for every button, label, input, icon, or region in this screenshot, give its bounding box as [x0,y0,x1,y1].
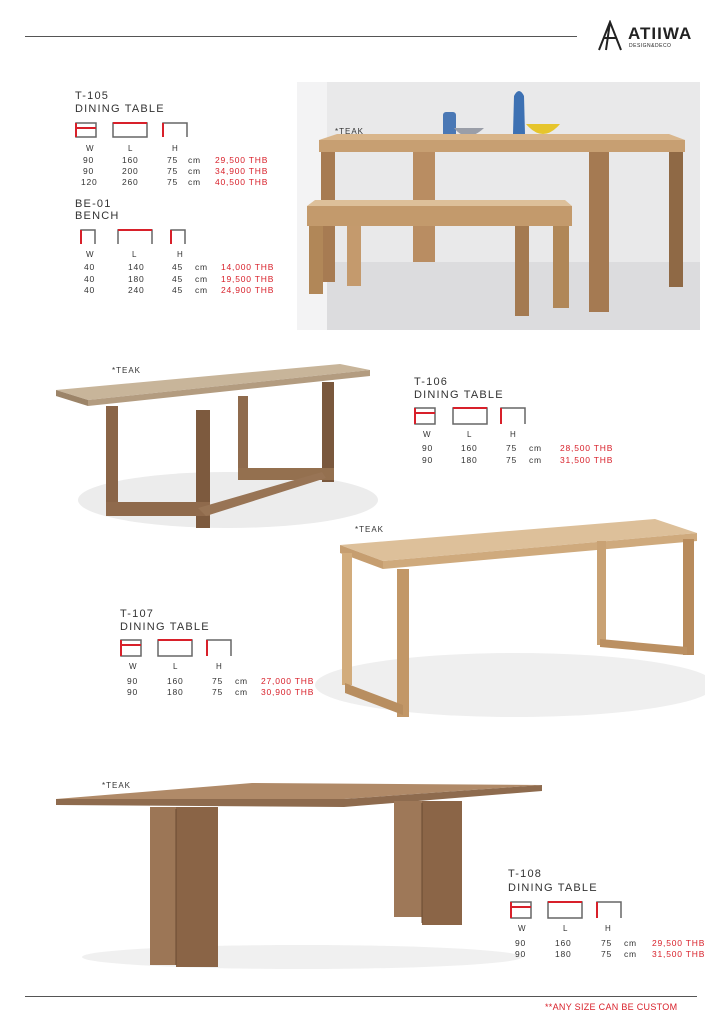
width-value: 90 [127,676,139,686]
width-icon [75,122,97,138]
length-value: 240 [128,285,145,295]
header-l: L [128,144,133,153]
product-code-be01: BE-01 [75,198,112,210]
brand-logo-icon [596,20,624,52]
height-icon [206,639,232,657]
price: 29,500 THB [652,938,706,948]
price: 28,500 THB [560,443,614,453]
height-value: 75 [167,177,179,187]
width-icon [510,901,532,919]
product-name-t105: DINING TABLE [75,103,165,115]
header-l: L [467,430,472,439]
height-value: 75 [601,949,613,959]
header-h: H [172,144,178,153]
material-label: *TEAK [102,781,132,790]
product-code-t106: T-106 [414,376,449,388]
t106-illustration [48,360,378,535]
product-photo-t108 [52,775,547,975]
unit-label: cm [624,949,637,959]
unit-label: cm [235,687,248,697]
length-value: 180 [555,949,572,959]
unit-label: cm [188,177,201,187]
length-value: 200 [122,166,139,176]
height-value: 75 [601,938,613,948]
length-value: 160 [461,443,478,453]
header-h: H [177,250,183,259]
unit-label: cm [529,455,542,465]
product-name-t107: DINING TABLE [120,621,210,633]
length-icon [547,901,583,919]
product-name-t106: DINING TABLE [414,389,504,401]
unit-label: cm [195,285,208,295]
material-label: *TEAK [355,525,385,534]
width-icon [120,639,142,657]
footer-rule [25,996,697,997]
product-name-be01: BENCH [75,210,120,222]
width-value: 90 [422,455,434,465]
unit-label: cm [624,938,637,948]
header-rule [25,36,577,37]
width-icon [80,229,96,245]
length-icon [112,122,148,138]
header-l: L [132,250,137,259]
height-value: 75 [167,155,179,165]
unit-label: cm [235,676,248,686]
unit-label: cm [188,166,201,176]
unit-label: cm [195,274,208,284]
unit-label: cm [195,262,208,272]
height-value: 75 [506,443,518,453]
height-icon [162,122,188,138]
height-value: 45 [172,274,184,284]
height-icon [596,901,622,919]
unit-label: cm [529,443,542,453]
width-icon [414,407,436,425]
price: 19,500 THB [221,274,275,284]
header-w: W [86,250,94,259]
width-value: 90 [83,166,95,176]
product-photo-t107 [285,515,705,725]
price: 30,900 THB [261,687,315,697]
height-value: 75 [167,166,179,176]
length-value: 260 [122,177,139,187]
product-code-t108: T-108 [508,868,543,880]
height-value: 75 [212,687,224,697]
width-value: 40 [84,285,96,295]
height-icon [170,229,186,245]
product-photo-t106 [48,360,378,535]
width-value: 90 [422,443,434,453]
length-value: 160 [555,938,572,948]
header-h: H [510,430,516,439]
length-value: 180 [461,455,478,465]
price: 14,000 THB [221,262,275,272]
length-value: 180 [128,274,145,284]
price: 34,900 THB [215,166,269,176]
header-h: H [216,662,222,671]
product-code-t105: T-105 [75,90,110,102]
t107-illustration [285,515,705,725]
price: 40,500 THB [215,177,269,187]
height-value: 45 [172,262,184,272]
width-value: 90 [127,687,139,697]
price: 27,000 THB [261,676,315,686]
price: 31,500 THB [652,949,706,959]
brand-name: ATIIWA [628,24,693,43]
header-w: W [518,924,526,933]
height-value: 75 [506,455,518,465]
width-value: 40 [84,274,96,284]
brand-tagline: DESIGN&DECO [629,43,672,49]
material-label: *TEAK [112,366,142,375]
length-icon [452,407,488,425]
width-value: 120 [81,177,98,187]
height-value: 75 [212,676,224,686]
unit-label: cm [188,155,201,165]
product-name-t108: DINING TABLE [508,882,598,894]
t108-illustration [52,775,547,975]
price: 31,500 THB [560,455,614,465]
length-value: 160 [167,676,184,686]
header-w: W [86,144,94,153]
product-code-t107: T-107 [120,608,155,620]
length-value: 180 [167,687,184,697]
width-value: 90 [83,155,95,165]
width-value: 90 [515,949,527,959]
length-value: 160 [122,155,139,165]
header-w: W [423,430,431,439]
price: 29,500 THB [215,155,269,165]
header-h: H [605,924,611,933]
price: 24,900 THB [221,285,275,295]
height-value: 45 [172,285,184,295]
length-icon [117,229,153,245]
product-photo-t105-bench [297,82,700,330]
width-value: 40 [84,262,96,272]
length-icon [157,639,193,657]
width-value: 90 [515,938,527,948]
length-value: 140 [128,262,145,272]
header-w: W [129,662,137,671]
material-label: *TEAK [335,127,365,136]
table-bench-illustration [297,82,700,330]
custom-size-note: **ANY SIZE CAN BE CUSTOM [545,1002,678,1012]
header-l: L [563,924,568,933]
height-icon [500,407,526,425]
header-l: L [173,662,178,671]
